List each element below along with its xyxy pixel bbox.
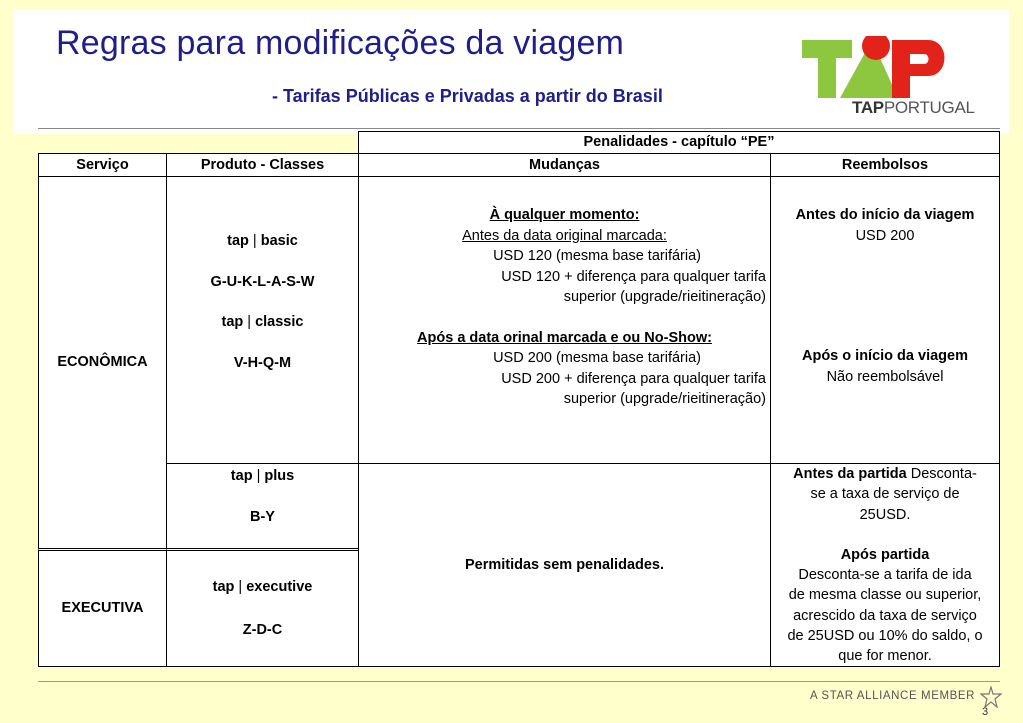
- changes-before-date: Antes da data original marcada:: [462, 227, 667, 244]
- logo-letter-t: [802, 40, 852, 98]
- changes-line: USD 200 (mesma base tarifária): [493, 350, 701, 366]
- page-title: Regras para modificações da viagem: [56, 24, 625, 62]
- changes-line: USD 120 (mesma base tarifária): [493, 248, 701, 264]
- page-subtitle: - Tarifas Públicas e Privadas a partir do Brasil: [272, 86, 663, 106]
- col-header-refunds: Reembolsos: [770, 153, 1000, 177]
- refund-before-title: Antes do início da viagem: [795, 207, 975, 223]
- refunds-economica: [770, 176, 1000, 464]
- classes-basic: G-U-K-L-A-S-W: [210, 273, 315, 290]
- col-header-changes: Mudanças: [358, 153, 771, 177]
- page-number: 3: [982, 706, 989, 718]
- refund-shared-after-title: Após partida: [840, 546, 930, 563]
- classes-plus: B-Y: [250, 508, 275, 525]
- refund-shared-line: que for menor.: [838, 648, 932, 665]
- refund-before-value: USD 200: [855, 227, 915, 244]
- product-executive: tap | executive Z-D-C: [166, 548, 359, 667]
- changes-after-date: Após a data orinal marcada e ou No-Show:: [417, 329, 712, 346]
- star-alliance-icon: [980, 686, 1002, 708]
- refunds-plus-executive: [770, 463, 1000, 667]
- col-header-service: Serviço: [38, 153, 167, 177]
- refund-shared-line: acrescido da taxa de serviço: [793, 607, 977, 624]
- changes-line: USD 200 + diferença para qualquer tarifa: [501, 370, 766, 387]
- changes-line: superior (upgrade/rieitineração): [563, 289, 766, 305]
- top-rule: [38, 128, 1000, 129]
- refund-shared-line: de 25USD ou 10% do saldo, o: [787, 628, 983, 645]
- service-executiva: EXECUTIVA: [38, 548, 167, 667]
- classes-classic: V-H-Q-M: [233, 354, 292, 371]
- refund-shared-line: de mesma classe ou superior,: [788, 587, 982, 604]
- refund-shared-line: 25USD.: [859, 506, 911, 523]
- changes-plus-executive: Permitidas sem penalidades.: [358, 463, 771, 667]
- product-plus: tap | plus B-Y: [166, 463, 359, 549]
- product-basic-classic: [166, 176, 359, 464]
- refund-shared-line: se a taxa de serviço de: [810, 486, 960, 503]
- refund-after-value: Não reembolsável: [826, 368, 944, 385]
- classes-executive: Z-D-C: [242, 621, 283, 638]
- changes-economica: [358, 176, 771, 464]
- product-classic: tap | classic: [221, 314, 304, 330]
- changes-any-time: À qualquer momento:: [489, 207, 640, 223]
- penalties-group-header: Penalidades - capítulo “PE”: [358, 131, 1000, 154]
- changes-line: superior (upgrade/rieitineração): [563, 391, 766, 407]
- logo-letter-p: [892, 40, 945, 98]
- changes-line: USD 120 + diferença para qualquer tarifa: [501, 268, 766, 285]
- col-header-product: Produto - Classes: [166, 153, 359, 177]
- product-basic: tap | basic: [227, 233, 298, 249]
- refund-after-title: Após o início da viagem: [802, 348, 968, 364]
- star-alliance-label: A STAR ALLIANCE MEMBER: [810, 690, 976, 702]
- service-economica: ECONÔMICA: [38, 176, 167, 549]
- logo-caption: TAPPORTUGAL: [852, 98, 975, 117]
- refund-shared-line: Desconta-se a tarifa de ida: [798, 567, 972, 584]
- refund-shared-before: Antes da partida Desconta-: [793, 466, 977, 482]
- bottom-rule: [38, 681, 1000, 682]
